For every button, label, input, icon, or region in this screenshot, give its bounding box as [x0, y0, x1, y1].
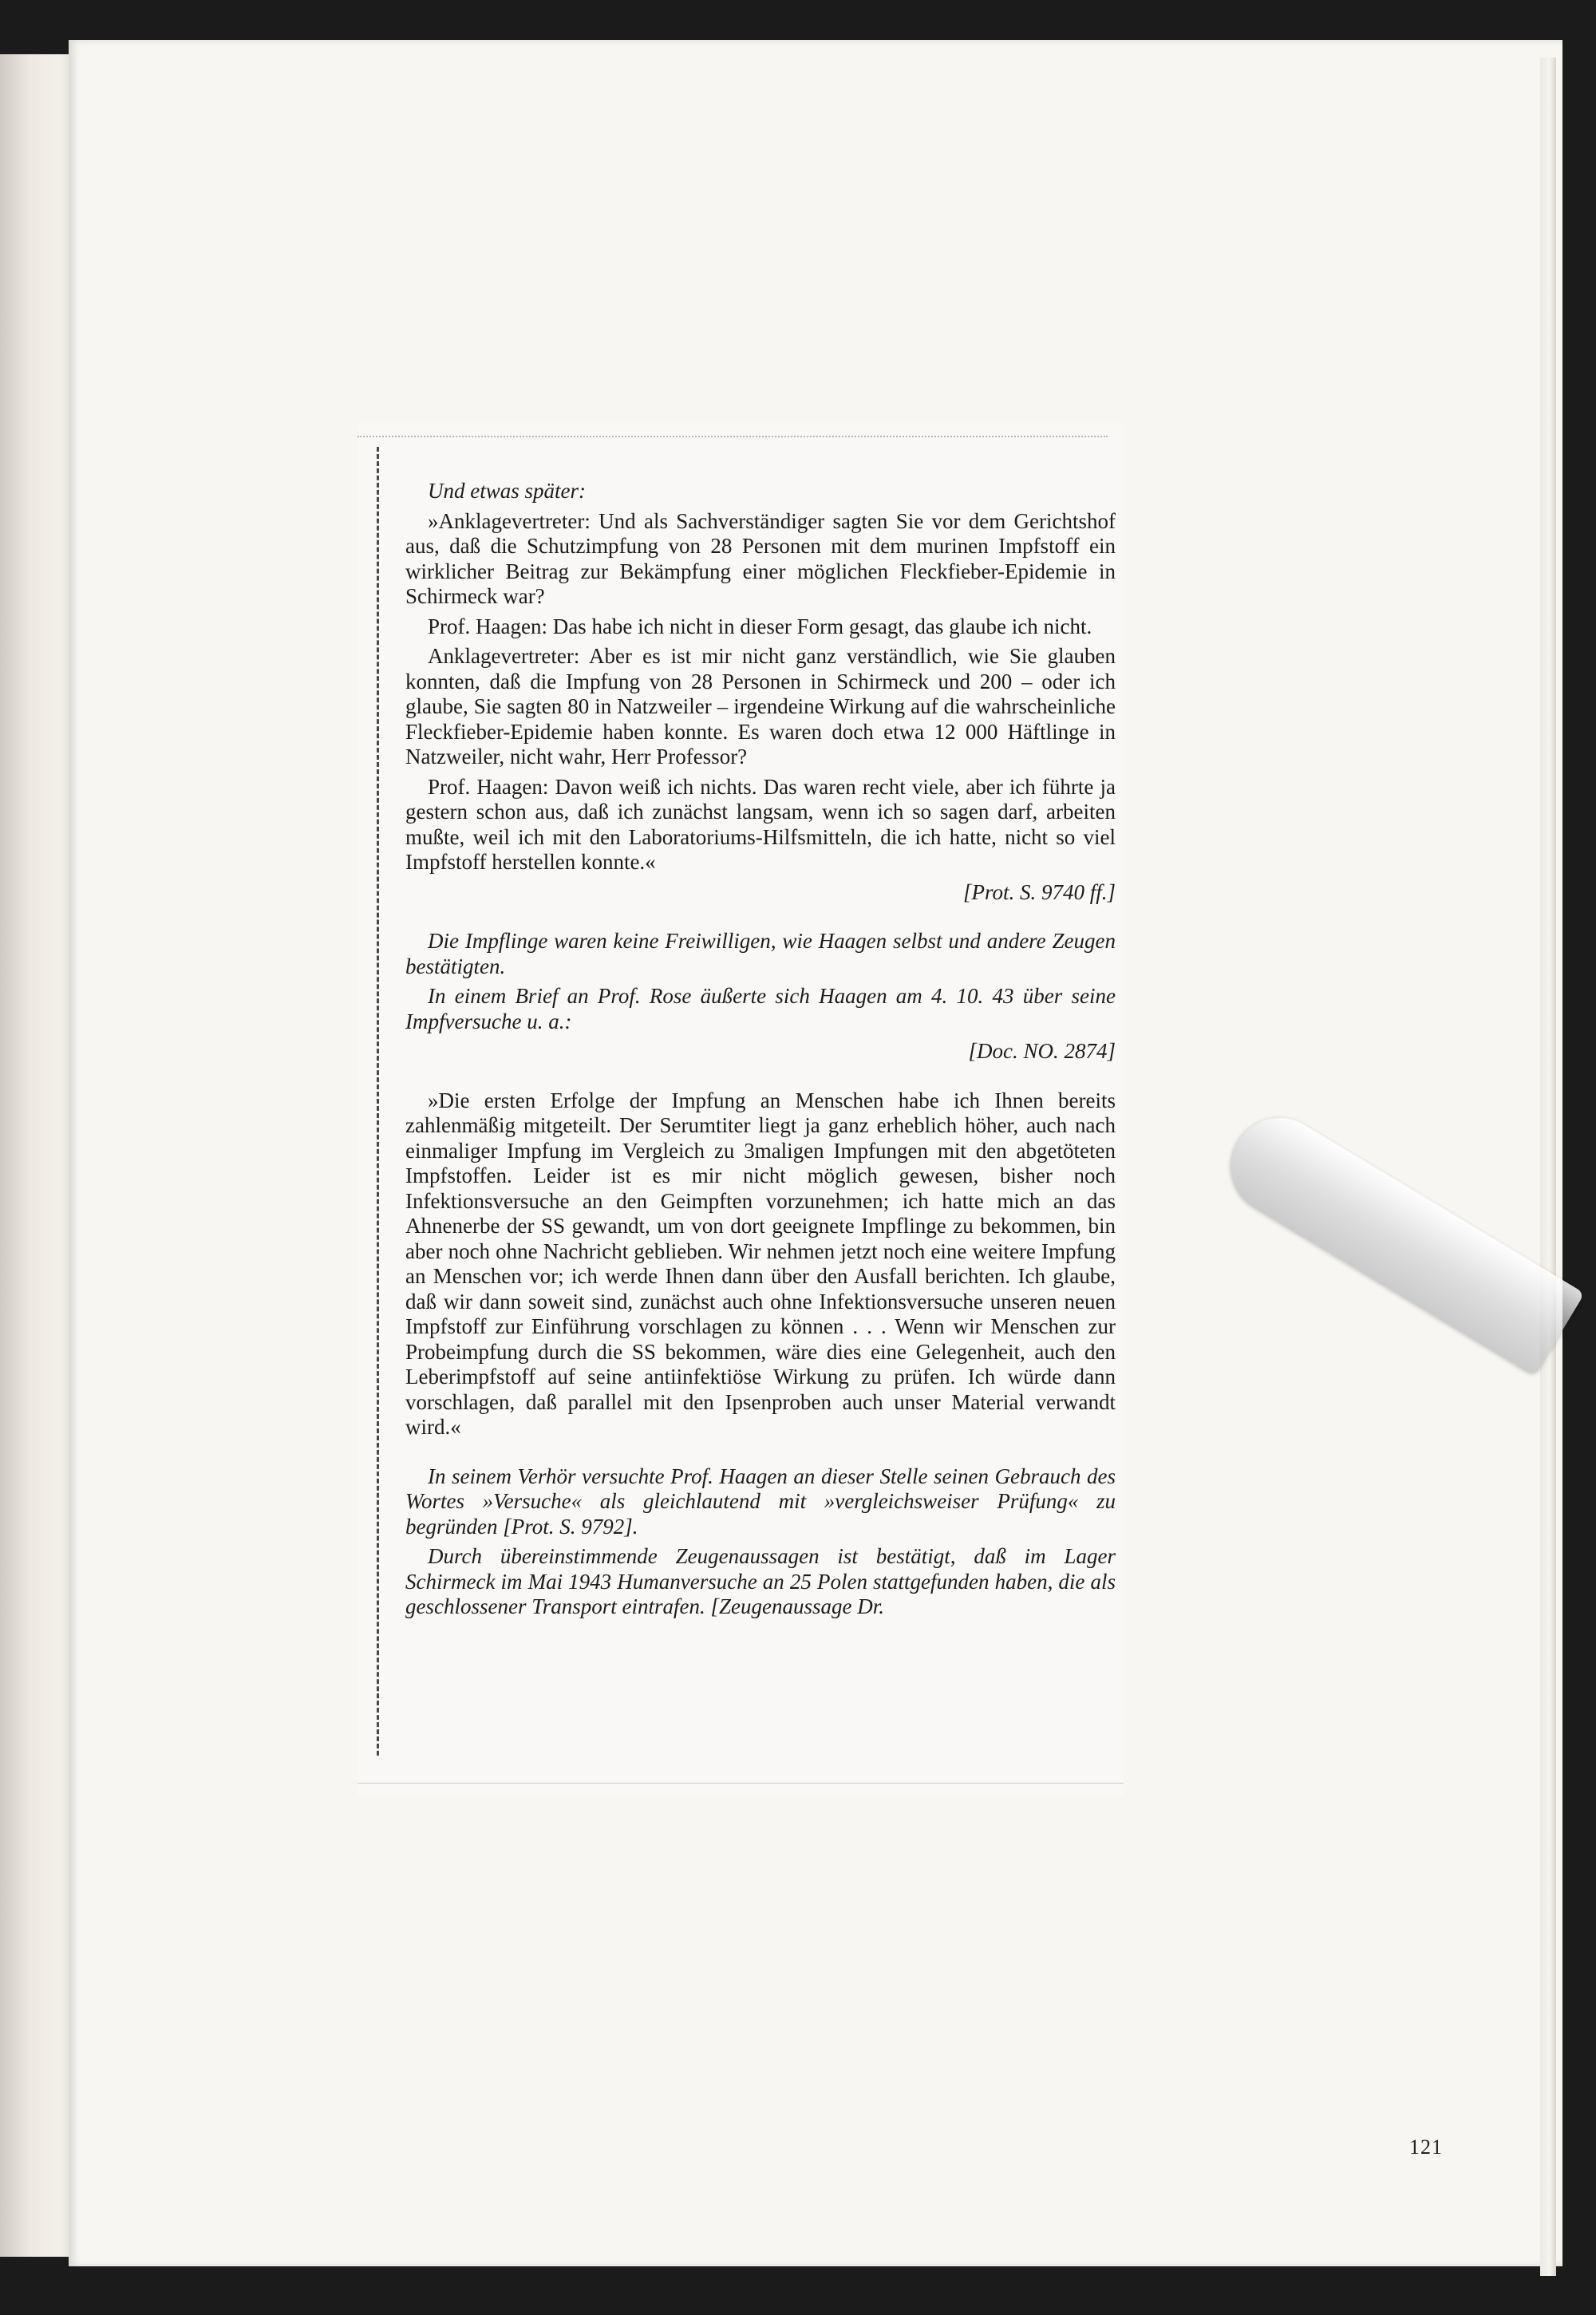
- scan-left-border: [377, 447, 379, 1756]
- scan-top-border: [358, 436, 1108, 437]
- commentary-1: Die Impflinge waren keine Freiwilligen, wie Haagen selbst und andere Zeugen bestätigten.: [405, 929, 1116, 978]
- page-stack-edge: [1540, 57, 1556, 2276]
- document-reference: [Doc. NO. 2874]: [968, 1039, 1116, 1063]
- left-page-edge: [0, 54, 73, 2257]
- pasted-document-scan: [358, 423, 1443, 2159]
- protocol-reference: [Prot. S. 9740 ff.]: [962, 879, 1116, 904]
- page-number: 121: [1409, 2135, 1443, 2159]
- document-text: [405, 479, 1116, 1625]
- commentary-3: In seinem Verhör versuchte Prof. Haagen an dieser Stelle seinen Gebrauch des Wortes »Versuche« als gleichlautend mit »vergleichsweiser Prüfung« zu begründen [Prot. S. 9792].: [405, 1464, 1116, 1539]
- dialogue-paragraph-3: Anklagevertreter: Aber es ist mir nicht ganz verständlich, wie Sie glauben konnten, daß die Impfung von 28 Personen in Schirmeck und 200 – oder ich glaube, Sie sagten 80 in Natzweiler – irgendeine Wirkung auf die wahrscheinliche Fleckfieber-Epidemie haben konnte. Es waren doch etwa 12 000 Häftlinge in Natzweiler, nicht wahr, Herr Professor?: [405, 644, 1116, 768]
- letter-quote: »Die ersten Erfolge der Impfung an Menschen habe ich Ihnen bereits zahlenmäßig mitgeteilt. Der Serumtiter liegt ja ganz erheblich höher, auch nach einmaliger Impfung im Vergleich zu 3maligen Impfungen mit den abgetöteten Impfstoffen. Leider ist es mir nicht möglich gewesen, bisher noch Infektionsversuche an den Geimpften vorzunehmen; ich hatte mich an das Ahnenerbe der SS gewandt, um von dort geeignete Impflinge zu bekommen, bin aber noch ohne Nachricht geblieben. Wir nehmen jetzt noch eine weitere Impfung an Menschen vor; ich werde Ihnen dann über den Ausfall berichten. Ich glaube, daß wir dann soweit sind, zunächst auch ohne Infektionsversuche unseren neuen Impfstoff zur Einführung vorschlagen zu können . . . Wenn wir Menschen zur Probeimpfung durch die SS bekommen, wäre dies eine Gelegenheit, auch den Leberimpfstoff auf seine antiinfektiöse Wirkung zu prüfen. Ich würde dann vorschlagen, daß parallel mit den Ipsenproben auch unser Material verwandt wird.«: [405, 1088, 1116, 1439]
- dialogue-paragraph-1: »Anklagevertreter: Und als Sachverständiger sagten Sie vor dem Gerichtshof aus, daß die Schutzimpfung von 28 Personen mit dem murinen Impfstoff ein wirklicher Beitrag zur Bekämpfung einer möglichen Fleckfieber-Epidemie in Schirmeck war?: [405, 508, 1116, 608]
- commentary-4: Durch übereinstimmende Zeugenaussagen ist bestätigt, daß im Lager Schirmeck im Mai 1943 Humanversuche an 25 Polen stattgefunden haben, die als geschlossener Transport eintrafen. [Zeugenaussage Dr.: [405, 1544, 1116, 1618]
- intro-line: Und etwas später:: [428, 479, 586, 503]
- dialogue-paragraph-2: Prof. Haagen: Das habe ich nicht in dieser Form gesagt, das glaube ich nicht.: [428, 614, 1092, 638]
- commentary-2: In einem Brief an Prof. Rose äußerte sich Haagen am 4. 10. 43 über seine Impfversuche u. a.:: [405, 984, 1116, 1033]
- scan-bottom-border: [358, 1783, 1124, 1784]
- dialogue-paragraph-4: Prof. Haagen: Davon weiß ich nichts. Das waren recht viele, aber ich führte ja gestern schon aus, daß ich zunächst langsam, wenn ich so sagen darf, arbeiten mußte, weil ich mit den Laboratoriums-Hilfsmitteln, die ich hatte, nicht so viel Impfstoff herstellen konnte.«: [405, 774, 1116, 874]
